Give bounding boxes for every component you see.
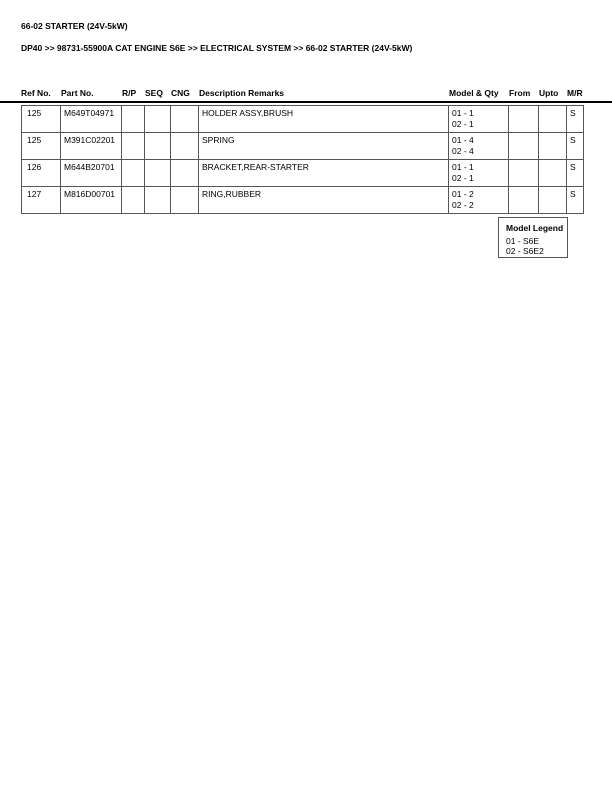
rp-cell <box>122 187 145 214</box>
upto-cell <box>539 106 567 133</box>
model-qty-line: 01 - 1 <box>452 108 474 118</box>
from-cell <box>509 106 539 133</box>
cng-cell <box>171 160 199 187</box>
seq-cell <box>145 160 171 187</box>
description-cell: SPRING <box>199 133 449 160</box>
part-no-cell: M816D00701 <box>61 187 122 214</box>
table-row <box>22 160 584 187</box>
col-header-model-qty: Model & Qty <box>449 88 499 98</box>
table-row <box>22 133 584 160</box>
from-cell <box>509 187 539 214</box>
upto-cell <box>539 160 567 187</box>
model-legend-item: 01 - S6E <box>506 236 540 246</box>
mr-cell: S <box>567 133 584 160</box>
from-cell <box>509 133 539 160</box>
page-title: 66-02 STARTER (24V-5kW) <box>21 21 128 31</box>
model-legend <box>498 217 568 258</box>
cng-cell <box>171 133 199 160</box>
ref-no-cell: 126 <box>22 160 61 187</box>
col-header-seq: SEQ <box>145 88 163 98</box>
upto-cell <box>539 133 567 160</box>
mr-cell: S <box>567 160 584 187</box>
ref-no-cell: 127 <box>22 187 61 214</box>
seq-cell <box>145 106 171 133</box>
rp-cell <box>122 160 145 187</box>
model-qty-line: 01 - 4 <box>452 135 474 145</box>
seq-cell <box>145 187 171 214</box>
rp-cell <box>122 106 145 133</box>
breadcrumb: DP40 >> 98731-55900A CAT ENGINE S6E >> ELECTRICAL SYSTEM >> 66-02 STARTER (24V-5kW) <box>21 43 413 53</box>
cng-cell <box>171 187 199 214</box>
seq-cell <box>145 133 171 160</box>
rp-cell <box>122 133 145 160</box>
col-header-description: Description Remarks <box>199 88 285 98</box>
part-no-cell: M649T04971 <box>61 106 122 133</box>
model-qty-cell <box>449 133 509 160</box>
model-qty-cell <box>449 187 509 214</box>
model-legend-item: 02 - S6E2 <box>506 246 544 256</box>
description-cell: HOLDER ASSY,BRUSH <box>199 106 449 133</box>
table-row <box>22 187 584 214</box>
description-cell: RING,RUBBER <box>199 187 449 214</box>
col-header-part-no: Part No. <box>61 88 94 98</box>
model-qty-cell <box>449 106 509 133</box>
upto-cell <box>539 187 567 214</box>
model-qty-line: 01 - 2 <box>452 189 474 199</box>
model-qty-line: 02 - 4 <box>452 146 474 156</box>
model-qty-line: 01 - 1 <box>452 162 474 172</box>
model-qty-line: 02 - 1 <box>452 173 474 183</box>
ref-no-cell: 125 <box>22 106 61 133</box>
col-header-ref-no: Ref No. <box>21 88 51 98</box>
col-header-from: From <box>509 88 531 98</box>
model-legend-title: Model Legend <box>506 223 564 233</box>
description-cell: BRACKET,REAR-STARTER <box>199 160 449 187</box>
model-qty-line: 02 - 1 <box>452 119 474 129</box>
table-row <box>22 106 584 133</box>
model-qty-line: 02 - 2 <box>452 200 474 210</box>
ref-no-cell: 125 <box>22 133 61 160</box>
model-qty-cell <box>449 160 509 187</box>
part-no-cell: M391C02201 <box>61 133 122 160</box>
cng-cell <box>171 106 199 133</box>
mr-cell: S <box>567 106 584 133</box>
header-divider <box>0 101 612 103</box>
mr-cell: S <box>567 187 584 214</box>
col-header-cng: CNG <box>171 88 190 98</box>
col-header-rp: R/P <box>122 88 137 98</box>
parts-table <box>21 105 584 214</box>
col-header-mr: M/R <box>567 88 583 98</box>
part-no-cell: M644B20701 <box>61 160 122 187</box>
col-header-upto: Upto <box>539 88 559 98</box>
from-cell <box>509 160 539 187</box>
